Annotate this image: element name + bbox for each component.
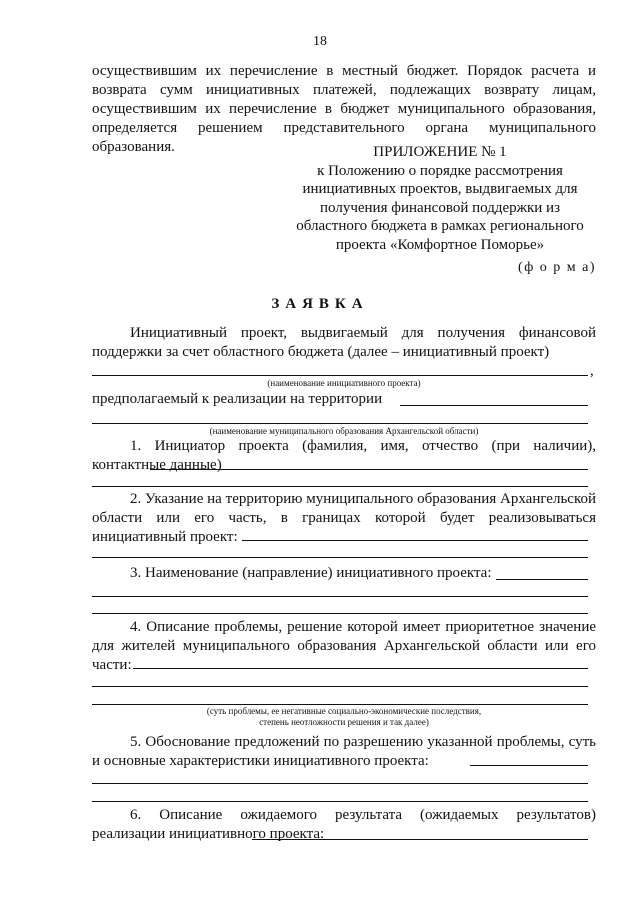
item-3-field-line-3[interactable] bbox=[92, 613, 588, 614]
item-5-field[interactable] bbox=[470, 765, 588, 766]
item-1-field[interactable] bbox=[150, 469, 588, 470]
item-1-text: 1. Инициатор проекта (фамилия, имя, отчество (при наличии), контактные данные) bbox=[92, 438, 596, 473]
caption-municipality: (наименование муниципального образования Архангельской области) bbox=[209, 426, 479, 436]
appendix-line: инициативных проектов, выдвигаемых для bbox=[302, 181, 578, 197]
project-name-field[interactable] bbox=[92, 375, 588, 376]
application-intro: Инициативный проект, выдвигаемый для получения финансовой поддержки за счет областного бюджета (далее – инициативный проект) bbox=[92, 325, 596, 360]
item-5-text: 5. Обоснование предложений по разрешению указанной проблемы, суть и основные характеристики инициативного проекта: bbox=[92, 734, 596, 769]
appendix-line: к Положению о порядке рассмотрения bbox=[317, 162, 563, 179]
item-3-text: 3. Наименование (направление) инициативного проекта: bbox=[130, 565, 492, 581]
caption-problem-2: степень неотложности решения и так далее) bbox=[259, 717, 429, 727]
appendix-block bbox=[290, 143, 590, 254]
appendix-line: областного бюджета в рамках регионального bbox=[296, 218, 584, 234]
item-2-field-line-2[interactable] bbox=[92, 557, 588, 558]
item-6-text: 6. Описание ожидаемого результата (ожидаемых результатов) реализации инициативного проекта: bbox=[92, 807, 596, 842]
form-label: (ф о р м а) bbox=[518, 260, 596, 275]
caption-problem-1: (суть проблемы, ее негативные социально-экономические последствия, bbox=[206, 706, 482, 716]
appendix-line: проекта «Комфортное Поморье» bbox=[335, 236, 545, 253]
caption-project-name: (наименование инициативного проекта) bbox=[267, 378, 421, 388]
intro-paragraph: осуществившим их перечисление в местный бюджет. Порядок расчета и возврата сумм инициативных платежей, подлежащих возврату лицам, осуществившим их перечисление в бюджет муниципального образования, определяется решением представительного органа муниципального образования. bbox=[92, 63, 596, 155]
page-number: 18 bbox=[313, 34, 327, 49]
document-title: ЗАЯВКА bbox=[271, 296, 369, 312]
item-3-field-line-2[interactable] bbox=[92, 596, 588, 597]
item-5-field-line-3[interactable] bbox=[92, 801, 588, 802]
item-5-field-line-2[interactable] bbox=[92, 783, 588, 784]
item-4-field-line-3[interactable] bbox=[92, 704, 588, 705]
item-3-field[interactable] bbox=[496, 579, 588, 580]
comma: , bbox=[590, 363, 594, 379]
item-1-field-line-2[interactable] bbox=[92, 486, 588, 487]
item-4-field[interactable] bbox=[133, 668, 588, 669]
territory-label: предполагаемый к реализации на территории bbox=[92, 391, 383, 407]
item-2-field[interactable] bbox=[242, 540, 588, 541]
item-4-text: 4. Описание проблемы, решение которой имеет приоритетное значение для жителей муниципального образования Архангельской области или его части: bbox=[92, 619, 596, 673]
item-2-text: 2. Указание на территорию муниципального образования Архангельской области или его часть, в границах которой будет реализовываться инициативный проект: bbox=[92, 491, 596, 545]
territory-field[interactable] bbox=[400, 405, 588, 406]
appendix-line: получения финансовой поддержки из bbox=[320, 199, 560, 216]
item-6-field[interactable] bbox=[252, 839, 588, 840]
territory-field-line-2[interactable] bbox=[92, 423, 588, 424]
appendix-heading: ПРИЛОЖЕНИЕ № 1 bbox=[373, 144, 507, 160]
item-4-field-line-2[interactable] bbox=[92, 686, 588, 687]
